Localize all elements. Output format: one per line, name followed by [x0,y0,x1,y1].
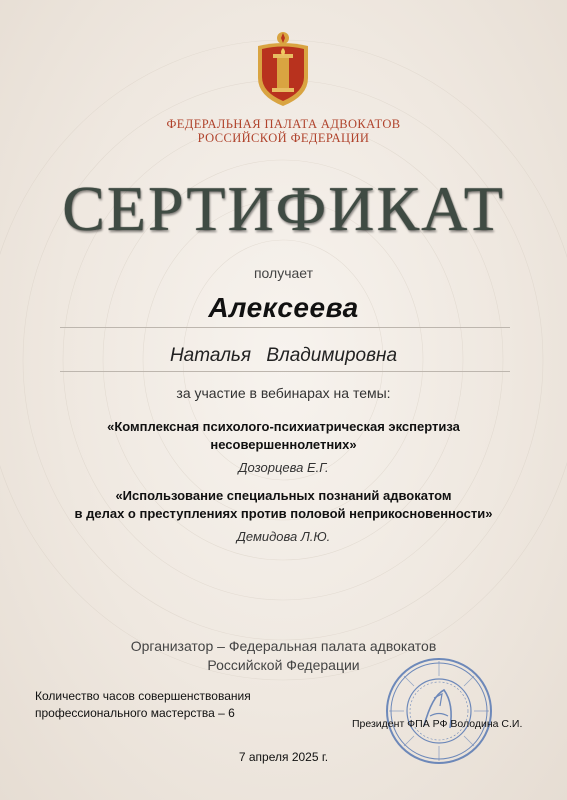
hours-line-1: Количество часов совершенствования [35,689,251,703]
issue-date: 7 апреля 2025 г. [238,750,329,764]
recipient-given-names: Наталья Владимировна [169,345,398,366]
topic-2-title-line-2: в делах о преступлениях против половой неприкосновенности» [74,506,493,521]
topic-2-author: Демидова Л.Ю. [236,529,331,544]
organizer-line-2: Российской Федерации [207,657,360,673]
hours-line-2: профессионального мастерства – 6 [35,706,235,720]
organizer-line-1: Организатор – Федеральная палата адвокатов [130,638,437,654]
hours-text [35,688,251,722]
bar-association-emblem-icon [252,30,314,108]
topic-2-title-line-1: «Использование специальных познаний адвокатом [115,488,452,503]
certificate-title: СЕРТИФИКАТ [62,173,505,244]
surname-underline [60,327,510,328]
topic-1-title-line-2: несовершеннолетних» [210,437,357,452]
organization-name-line-2: РОССИЙСКОЙ ФЕДЕРАЦИИ [197,131,370,145]
participation-text: за участие в вебинарах на темы: [176,385,391,401]
president-signature-line: Президент ФПА РФ Володина С.И. [352,718,523,730]
recipient-surname: Алексеева [208,292,359,323]
given-names-underline [60,371,510,372]
topic-1-author: Дозорцева Е.Г. [238,460,329,475]
organization-name-line-1: ФЕДЕРАЛЬНАЯ ПАЛАТА АДВОКАТОВ [166,117,401,131]
topic-1-title-line-1: «Комплексная психолого-психиатрическая экспертиза [107,419,460,434]
receives-label: получает [253,265,314,281]
